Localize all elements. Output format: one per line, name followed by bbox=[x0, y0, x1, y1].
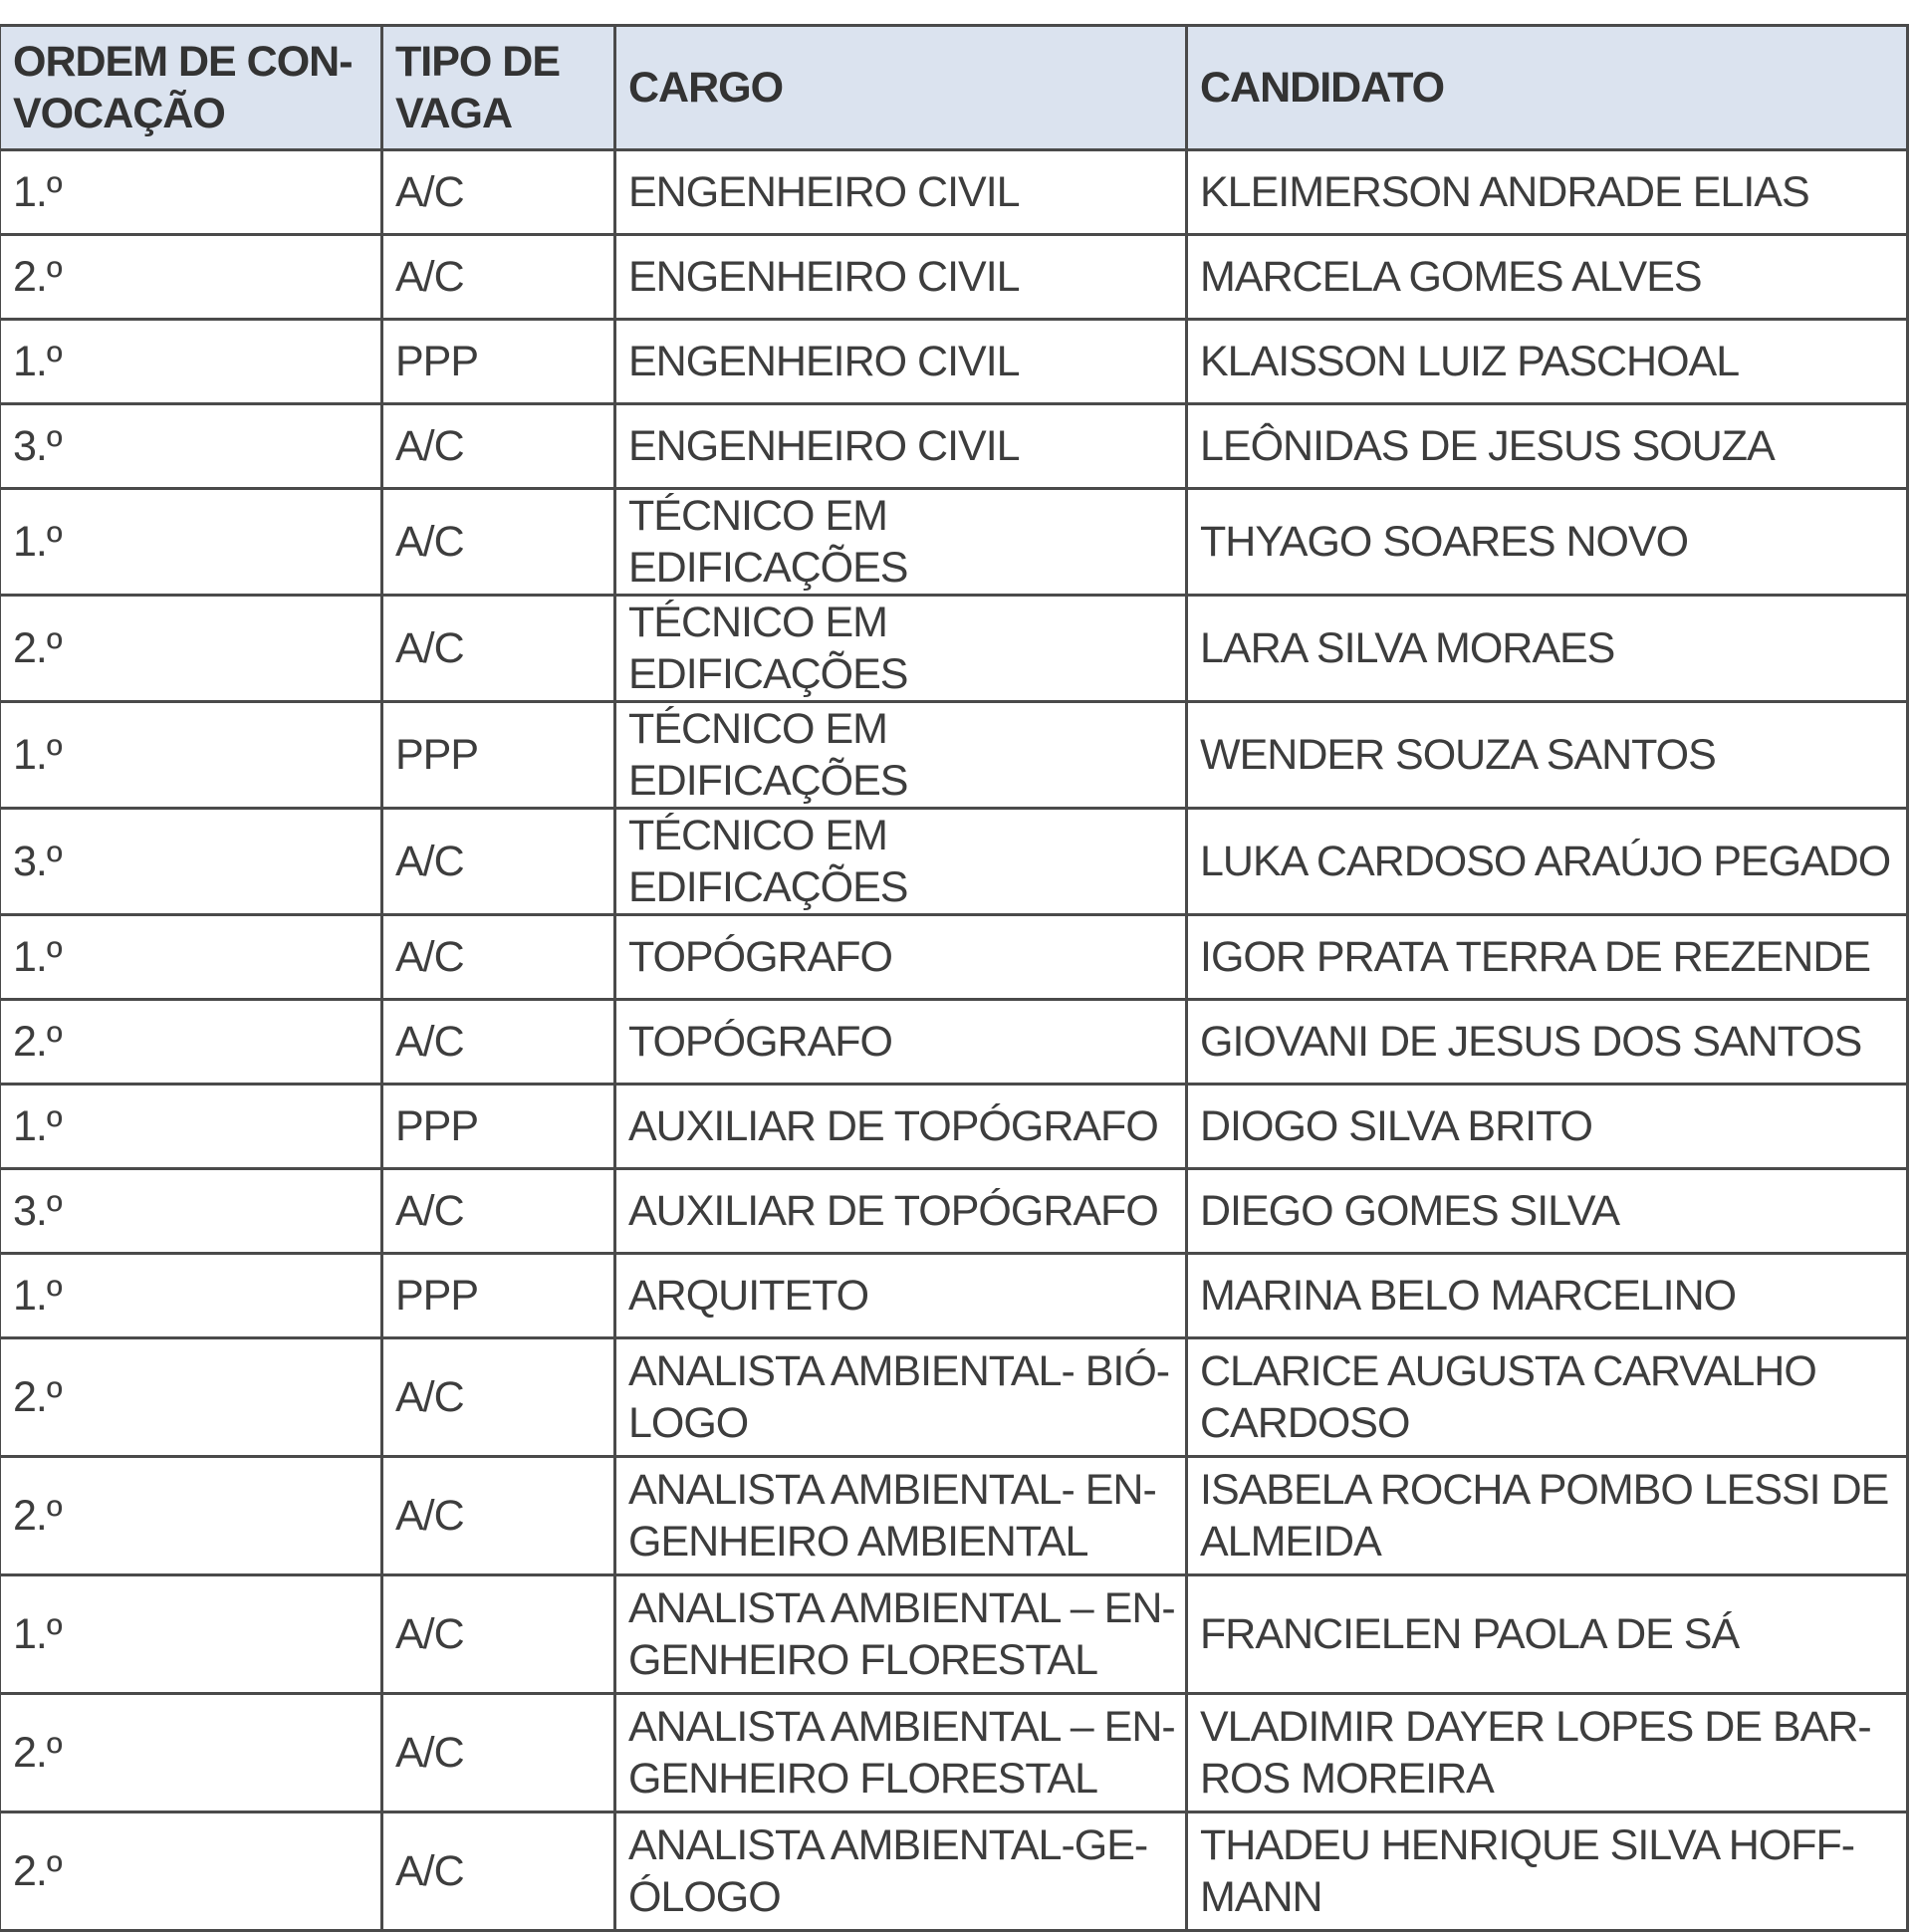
cell-ordem: 1.º bbox=[0, 320, 382, 404]
cell-ordem: 2.º bbox=[0, 596, 382, 702]
cell-cargo: TOPÓGRAFO bbox=[615, 1000, 1187, 1085]
cell-cargo: ANALISTA AMBIENTAL-GE-ÓLOGO bbox=[615, 1812, 1187, 1931]
cell-cargo: TOPÓGRAFO bbox=[615, 915, 1187, 1000]
cell-cargo: TÉCNICO EM EDIFICAÇÕES bbox=[615, 809, 1187, 915]
cell-tipo: A/C bbox=[382, 1338, 615, 1457]
cell-cargo: TÉCNICO EM EDIFICAÇÕES bbox=[615, 596, 1187, 702]
header-ordem: ORDEM DE CON-VOCAÇÃO bbox=[0, 26, 382, 150]
cell-candidato: THADEU HENRIQUE SILVA HOFF-MANN bbox=[1187, 1812, 1908, 1931]
cell-ordem: 1.º bbox=[0, 702, 382, 809]
table-row bbox=[0, 1575, 1908, 1694]
table-row bbox=[0, 404, 1908, 489]
table-row bbox=[0, 1085, 1908, 1169]
cell-ordem: 2.º bbox=[0, 1338, 382, 1457]
cell-candidato: VLADIMIR DAYER LOPES DE BAR-ROS MOREIRA bbox=[1187, 1694, 1908, 1812]
cell-tipo: A/C bbox=[382, 1575, 615, 1694]
cell-candidato: LUKA CARDOSO ARAÚJO PEGADO bbox=[1187, 809, 1908, 915]
cell-ordem: 3.º bbox=[0, 809, 382, 915]
header-tipo: TIPO DE VAGA bbox=[382, 26, 615, 150]
table-body bbox=[0, 150, 1908, 1931]
cell-tipo: A/C bbox=[382, 809, 615, 915]
cell-candidato: FRANCIELEN PAOLA DE SÁ bbox=[1187, 1575, 1908, 1694]
cell-cargo: AUXILIAR DE TOPÓGRAFO bbox=[615, 1169, 1187, 1254]
table-row bbox=[0, 809, 1908, 915]
cell-ordem: 2.º bbox=[0, 1457, 382, 1575]
table-row bbox=[0, 320, 1908, 404]
cell-tipo: A/C bbox=[382, 596, 615, 702]
cell-ordem: 1.º bbox=[0, 1085, 382, 1169]
cell-cargo: ANALISTA AMBIENTAL- EN-GENHEIRO AMBIENTAL bbox=[615, 1457, 1187, 1575]
cell-candidato: MARCELA GOMES ALVES bbox=[1187, 235, 1908, 320]
header-row bbox=[0, 26, 1908, 150]
cell-ordem: 1.º bbox=[0, 489, 382, 596]
cell-tipo: A/C bbox=[382, 1000, 615, 1085]
cell-cargo: ENGENHEIRO CIVIL bbox=[615, 404, 1187, 489]
header-cargo: CARGO bbox=[615, 26, 1187, 150]
cell-candidato: WENDER SOUZA SANTOS bbox=[1187, 702, 1908, 809]
table-row bbox=[0, 596, 1908, 702]
cell-ordem: 2.º bbox=[0, 1812, 382, 1931]
cell-cargo: ANALISTA AMBIENTAL – EN-GENHEIRO FLORESTAL bbox=[615, 1575, 1187, 1694]
cell-tipo: A/C bbox=[382, 404, 615, 489]
cell-candidato: DIEGO GOMES SILVA bbox=[1187, 1169, 1908, 1254]
cell-ordem: 2.º bbox=[0, 1694, 382, 1812]
cell-ordem: 1.º bbox=[0, 1254, 382, 1338]
cell-cargo: TÉCNICO EM EDIFICAÇÕES bbox=[615, 702, 1187, 809]
cell-cargo: ARQUITETO bbox=[615, 1254, 1187, 1338]
cell-candidato: KLEIMERSON ANDRADE ELIAS bbox=[1187, 150, 1908, 235]
cell-ordem: 2.º bbox=[0, 1000, 382, 1085]
cell-ordem: 2.º bbox=[0, 235, 382, 320]
cell-tipo: A/C bbox=[382, 235, 615, 320]
cell-cargo: ENGENHEIRO CIVIL bbox=[615, 320, 1187, 404]
cell-candidato: CLARICE AUGUSTA CARVALHO CARDOSO bbox=[1187, 1338, 1908, 1457]
cell-ordem: 1.º bbox=[0, 150, 382, 235]
table-row bbox=[0, 702, 1908, 809]
convocation-table bbox=[0, 24, 1909, 1932]
cell-tipo: A/C bbox=[382, 489, 615, 596]
cell-candidato: GIOVANI DE JESUS DOS SANTOS bbox=[1187, 1000, 1908, 1085]
cell-candidato: DIOGO SILVA BRITO bbox=[1187, 1085, 1908, 1169]
cell-tipo: PPP bbox=[382, 1085, 615, 1169]
cell-candidato: ISABELA ROCHA POMBO LESSI DE ALMEIDA bbox=[1187, 1457, 1908, 1575]
table-row bbox=[0, 915, 1908, 1000]
table-row bbox=[0, 1254, 1908, 1338]
header-candidato: CANDIDATO bbox=[1187, 26, 1908, 150]
table-row bbox=[0, 1338, 1908, 1457]
cell-ordem: 3.º bbox=[0, 404, 382, 489]
cell-tipo: PPP bbox=[382, 702, 615, 809]
cell-candidato: MARINA BELO MARCELINO bbox=[1187, 1254, 1908, 1338]
table-header bbox=[0, 26, 1908, 150]
table-row bbox=[0, 150, 1908, 235]
cell-candidato: LARA SILVA MORAES bbox=[1187, 596, 1908, 702]
table-row bbox=[0, 1457, 1908, 1575]
cell-cargo: ENGENHEIRO CIVIL bbox=[615, 150, 1187, 235]
cell-ordem: 3.º bbox=[0, 1169, 382, 1254]
table-row bbox=[0, 1694, 1908, 1812]
cell-candidato: LEÔNIDAS DE JESUS SOUZA bbox=[1187, 404, 1908, 489]
cell-cargo: ANALISTA AMBIENTAL- BIÓ-LOGO bbox=[615, 1338, 1187, 1457]
cell-tipo: A/C bbox=[382, 1457, 615, 1575]
table-row bbox=[0, 1000, 1908, 1085]
cell-tipo: A/C bbox=[382, 915, 615, 1000]
cell-cargo: TÉCNICO EM EDIFICAÇÕES bbox=[615, 489, 1187, 596]
cell-ordem: 1.º bbox=[0, 1575, 382, 1694]
cell-candidato: KLAISSON LUIZ PASCHOAL bbox=[1187, 320, 1908, 404]
cell-cargo: ANALISTA AMBIENTAL – EN-GENHEIRO FLORESTAL bbox=[615, 1694, 1187, 1812]
table-row bbox=[0, 235, 1908, 320]
cell-cargo: AUXILIAR DE TOPÓGRAFO bbox=[615, 1085, 1187, 1169]
cell-candidato: IGOR PRATA TERRA DE REZENDE bbox=[1187, 915, 1908, 1000]
cell-tipo: A/C bbox=[382, 150, 615, 235]
table-row bbox=[0, 489, 1908, 596]
table-row bbox=[0, 1169, 1908, 1254]
cell-tipo: PPP bbox=[382, 320, 615, 404]
cell-candidato: THYAGO SOARES NOVO bbox=[1187, 489, 1908, 596]
cell-tipo: PPP bbox=[382, 1254, 615, 1338]
cell-cargo: ENGENHEIRO CIVIL bbox=[615, 235, 1187, 320]
table-row bbox=[0, 1812, 1908, 1931]
cell-ordem: 1.º bbox=[0, 915, 382, 1000]
cell-tipo: A/C bbox=[382, 1169, 615, 1254]
cell-tipo: A/C bbox=[382, 1812, 615, 1931]
cell-tipo: A/C bbox=[382, 1694, 615, 1812]
